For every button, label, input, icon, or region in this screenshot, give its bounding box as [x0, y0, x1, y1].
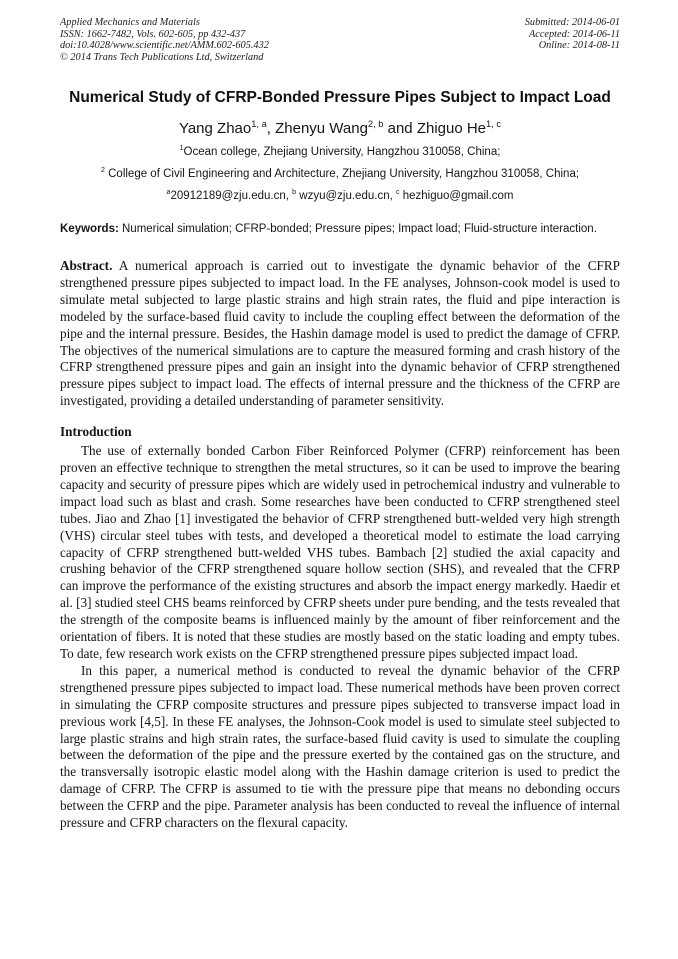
email-1-address: 20912189@zju.edu.cn — [170, 190, 286, 203]
emails-line — [60, 189, 620, 203]
email-1-superscript: a — [166, 188, 171, 197]
author-3-name: Zhiguo He — [416, 120, 487, 138]
abstract-block — [60, 258, 620, 410]
journal-name: Applied Mechanics and Materials — [60, 17, 200, 28]
submitted-date: Submitted: 2014-06-01 — [524, 17, 620, 28]
affiliation-2 — [60, 167, 620, 181]
journal-copyright: © 2014 Trans Tech Publications Ltd, Switzerland — [60, 51, 264, 63]
journal-doi: doi:10.4028/www.scientific.net/AMM.602-605.432 — [60, 40, 269, 52]
affiliation-1 — [60, 145, 620, 159]
affiliation-2-text: College of Civil Engineering and Architecture, Zhejiang University, Hangzhou 310058, China; — [104, 168, 580, 181]
author-1 — [179, 120, 275, 137]
author-2-separator: and — [383, 120, 417, 138]
abstract-text: A numerical approach is carried out to investigate the dynamic behavior of the CFRP strengthened pressure pipes subjected to impact load. In the FE analyses, Johnson-cook model is used to simulate metal subjected to large plastic strains and high strain rates, the fluid and pipe interaction is modeled by the surface-based fluid cavity to include the coupling effect between the deformation of the pipe and the internal pressure. Besides, the Hashin damage model is used to predict the damage of CFRP. The objectives of the numerical simulations are to capture the measured forming and crash history of the CFRP strengthened pressure pipes and gain an insight into the dynamic behavior of CFRP strengthened pressure pipes subject to impact load. The effects of internal pressure and the thickness of the CFRP are investigated, providing a detailed understanding of parameter sensitivity. — [60, 257, 620, 409]
keywords-block — [60, 223, 620, 237]
email-3-address: hezhiguo@gmail.com — [399, 190, 514, 203]
email-3-superscript: c — [395, 188, 400, 197]
author-1-separator: , — [266, 120, 276, 138]
submission-dates — [525, 17, 620, 63]
authors-line — [60, 119, 620, 138]
journal-info — [60, 17, 269, 63]
email-1-separator: , — [285, 190, 293, 203]
journal-header — [60, 17, 620, 63]
intro-paragraph-1: The use of externally bonded Carbon Fiber Reinforced Polymer (CFRP) reinforcement has been proven an effective technique to strengthen the metal structures, so it can be used to improve the bearing capacity and security of pressure pipes which are widely used in petrochemical industry and vulnerable to impact load such as blast and crash. Some researches have been conducted to CFRP strengthened steel tubes. Jiao and Zhao [1] investigated the behavior of CFRP strengthened butt-welded very high strength (VHS) circular steel tubes with tests, and developed a theoretical model to estimate the load carrying capacity of CFRP strengthened butt-welded VHS tubes. Bambach [2] studied the axial capacity and crushing behavior of the CFRP strengthened square hollow section (SHS), and revealed that the CFRP can improve the performance of the existing structures and absorb the impact energy markedly. Haedir et al. [3] studied steel CHS beams reinforced by CFRP sheets under pure bending, and the tests revealed that the strength of the composite beams is influenced mainly by the amount of fiber reinforcement and the orientation of fibers. It is noted that these studies are mostly based on the static loading and empty tubes. To date, few research work exists on the CFRP strengthened pressure pipes subjected impact load. — [60, 443, 620, 661]
intro-paragraph-2: In this paper, a numerical method is conducted to reveal the dynamic behavior of the CFRP strengthened pressure pipes subjected to impact load. These numerical methods have been proven correct in simulating the CFRP composite structures and pressure pipes subjected to transverse impact load in previous work [4,5]. In these FE analyses, the Johnson-Cook model is used to simulate steel subjected to large plastic strains and high strain rates, the surface-based fluid cavity is used to simulate the coupling between the deformation of the pipe and the pressure exerted by the contained gas on the structure, and the transversally isotropic elastic model along with the Hashin damage criterion is used to predict the damage of CFRP. The CFRP is assumed to tie with the pressure pipe that means no debonding occurs between the CFRP and the pipe. Parameter analysis has been conducted to reveal the influence of internal pressure and CFRP characters on the flexural capacity. — [60, 662, 620, 831]
paper-title: Numerical Study of CFRP-Bonded Pressure Pipes Subject to Impact Load — [69, 89, 611, 107]
author-3-superscript: 1, c — [486, 119, 502, 130]
author-3 — [417, 120, 501, 137]
affiliation-1-superscript: 1 — [179, 144, 184, 153]
keywords-label: Keywords: — [60, 223, 119, 236]
author-2-name: Zhenyu Wang — [275, 120, 368, 138]
author-1-superscript: 1, a — [251, 119, 267, 130]
keywords-text: Numerical simulation; CFRP-bonded; Pressure pipes; Impact load; Fluid-structure interaction. — [118, 223, 597, 236]
affiliation-2-superscript: 2 — [100, 166, 105, 175]
email-2-address: wzyu@zju.edu.cn — [296, 190, 390, 203]
introduction-heading: Introduction — [60, 424, 132, 440]
abstract-label: Abstract. — [60, 257, 113, 273]
online-date: Online: 2014-08-11 — [538, 40, 620, 52]
email-2-superscript: b — [292, 188, 297, 197]
journal-issn-vols: ISSN: 1662-7482, Vols. 602-605, pp 432-437 — [60, 28, 246, 40]
author-2 — [275, 120, 417, 137]
author-1-name: Yang Zhao — [178, 120, 252, 138]
author-2-superscript: 2, b — [367, 119, 384, 130]
affiliation-1-text: Ocean college, Zhejiang University, Hangzhou 310058, China; — [183, 146, 501, 159]
email-2-separator: , — [389, 190, 396, 203]
accepted-date: Accepted: 2014-06-11 — [528, 28, 620, 40]
